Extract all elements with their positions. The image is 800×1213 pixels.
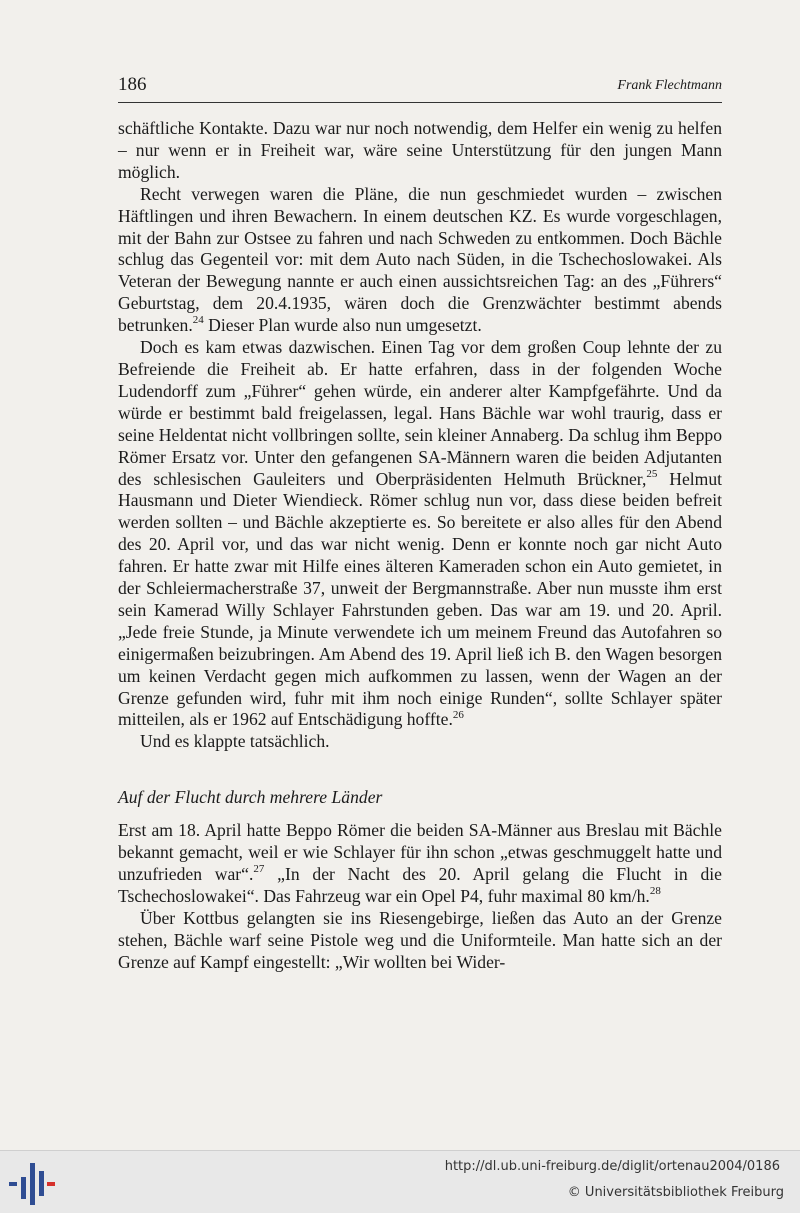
footnote-ref-28[interactable]: 28 xyxy=(649,885,661,898)
page-header xyxy=(118,72,722,103)
page-number: 186 xyxy=(118,74,147,95)
running-head-author: Frank Flechtmann xyxy=(617,78,722,93)
paragraph-1: schäftliche Kontakte. Dazu war nur noch notwendig, dem Helfer ein wenig zu helfen – nur wenn er in Freiheit war, wäre seine Unterstützung für den jungen Mann möglich. xyxy=(118,118,722,182)
footnote-ref-25[interactable]: 25 xyxy=(646,467,658,480)
body-text xyxy=(118,118,722,974)
digital-library-footer xyxy=(0,1150,800,1213)
document-url-link[interactable]: http://dl.ub.uni-freiburg.de/diglit/ortenau2004/0186 xyxy=(444,1159,780,1174)
footnote-ref-27[interactable]: 27 xyxy=(253,863,265,876)
footnote-ref-24[interactable]: 24 xyxy=(192,314,204,327)
paragraph-3: Doch es kam etwas dazwischen. Einen Tag vor dem großen Coup lehnte der zu Befreiende die Freiheit ab. Er hatte erfahren, dass in der folgenden Woche Ludendorff zum „Führer“ gehen würde, ein anderer alter Kampfgefährte. Und da würde er bestimmt bald freigelassen, legal. Hans Bächle war wohl traurig, dass er seine Heldentat nicht vollbringen sollte, sein kleiner Annaberg. Da schlug ihm Beppo Römer Ersatz vor. Unter den gefangenen SA-Männern waren die beiden Adjutanten des schlesischen Gauleiters und Oberpräsidenten Helmuth Brückner,$^{25}$ Helmut Hausmann und Dieter Wiendieck. Römer schlug nun vor, dass diese beiden befreit werden sollten – und Bächle akzeptierte es. So bereitete er also alles für den Abend des 20. April vor, und das war nicht wenig. Denn er konnte noch gar nicht Auto fahren. Er hatte zwar mit Hilfe eines älteren Kameraden schon ein Auto gemietet, in der Schleiermacherstraße 37, unweit der Bergmannstraße. Aber nun musste ihm erst sein Kamerad Willy Schlayer Fahrstunden geben. Das war am 19. und 20. April. „Jede freie Stunde, ja Minute verwendete ich um meinem Freund das Autofahren so einigermaßen beizubringen. Am Abend des 19. April ließ ich B. den Wagen besorgen um keinen Verdacht gegen mich aufkommen zu lassen, wenn der Wagen an der Grenze gefunden wird, fuhr mit ihm noch einige Runden“, sollte Schlayer später mitteilen, als er 1962 auf Entschädigung hoffte.$^{26}$ xyxy=(118,337,723,730)
university-library-logo-icon xyxy=(9,1163,55,1205)
paragraph-5: Erst am 18. April hatte Beppo Römer die beiden SA-Männer aus Breslau mit Bächle bekannt gemacht, weil er wie Schlayer für ihn schon „etwas geschmuggelt hatte und unzufrieden war“.$^{27}$ „In der Nacht des 20. April gelang die Flucht in die Tschechoslowakei“. Das Fahrzeug war ein Opel P4, fuhr maximal 80 km/h.$^{28}$ xyxy=(118,820,722,906)
paragraph-4: Und es klappte tatsächlich. xyxy=(140,731,330,752)
footnote-ref-26[interactable]: 26 xyxy=(452,708,464,721)
section-heading: Auf der Flucht durch mehrere Länder xyxy=(118,787,383,808)
copyright-notice: © Universitätsbibliothek Freiburg xyxy=(567,1185,784,1200)
paragraph-6: Über Kottbus gelangten sie ins Riesengebirge, ließen das Auto an der Grenze stehen, Bächle warf seine Pistole weg und die Uniformteile. Man hatte sich an der Grenze auf Kampf eingestellt: „Wir wollten bei Wider- xyxy=(118,907,722,972)
paragraph-2: Recht verwegen waren die Pläne, die nun geschmiedet wurden – zwischen Häftlingen und ihren Bewachern. In einem deutschen KZ. Es wurde vorgeschlagen, mit der Bahn zur Ostsee zu fahren und nach Schweden zu entkommen. Doch Bächle schlug das Gegenteil vor: mit dem Auto nach Süden, in die Tschechoslowakei. Als Veteran der Bewegung nannte er auch einen aussichtsreichen Tag: an des „Führers“ Geburtstag, dem 20.4.1935, wären doch die Grenzwächter bestimmt abends betrunken.$^{24}$ Dieser Plan wurde also nun umgesetzt. xyxy=(118,183,722,336)
